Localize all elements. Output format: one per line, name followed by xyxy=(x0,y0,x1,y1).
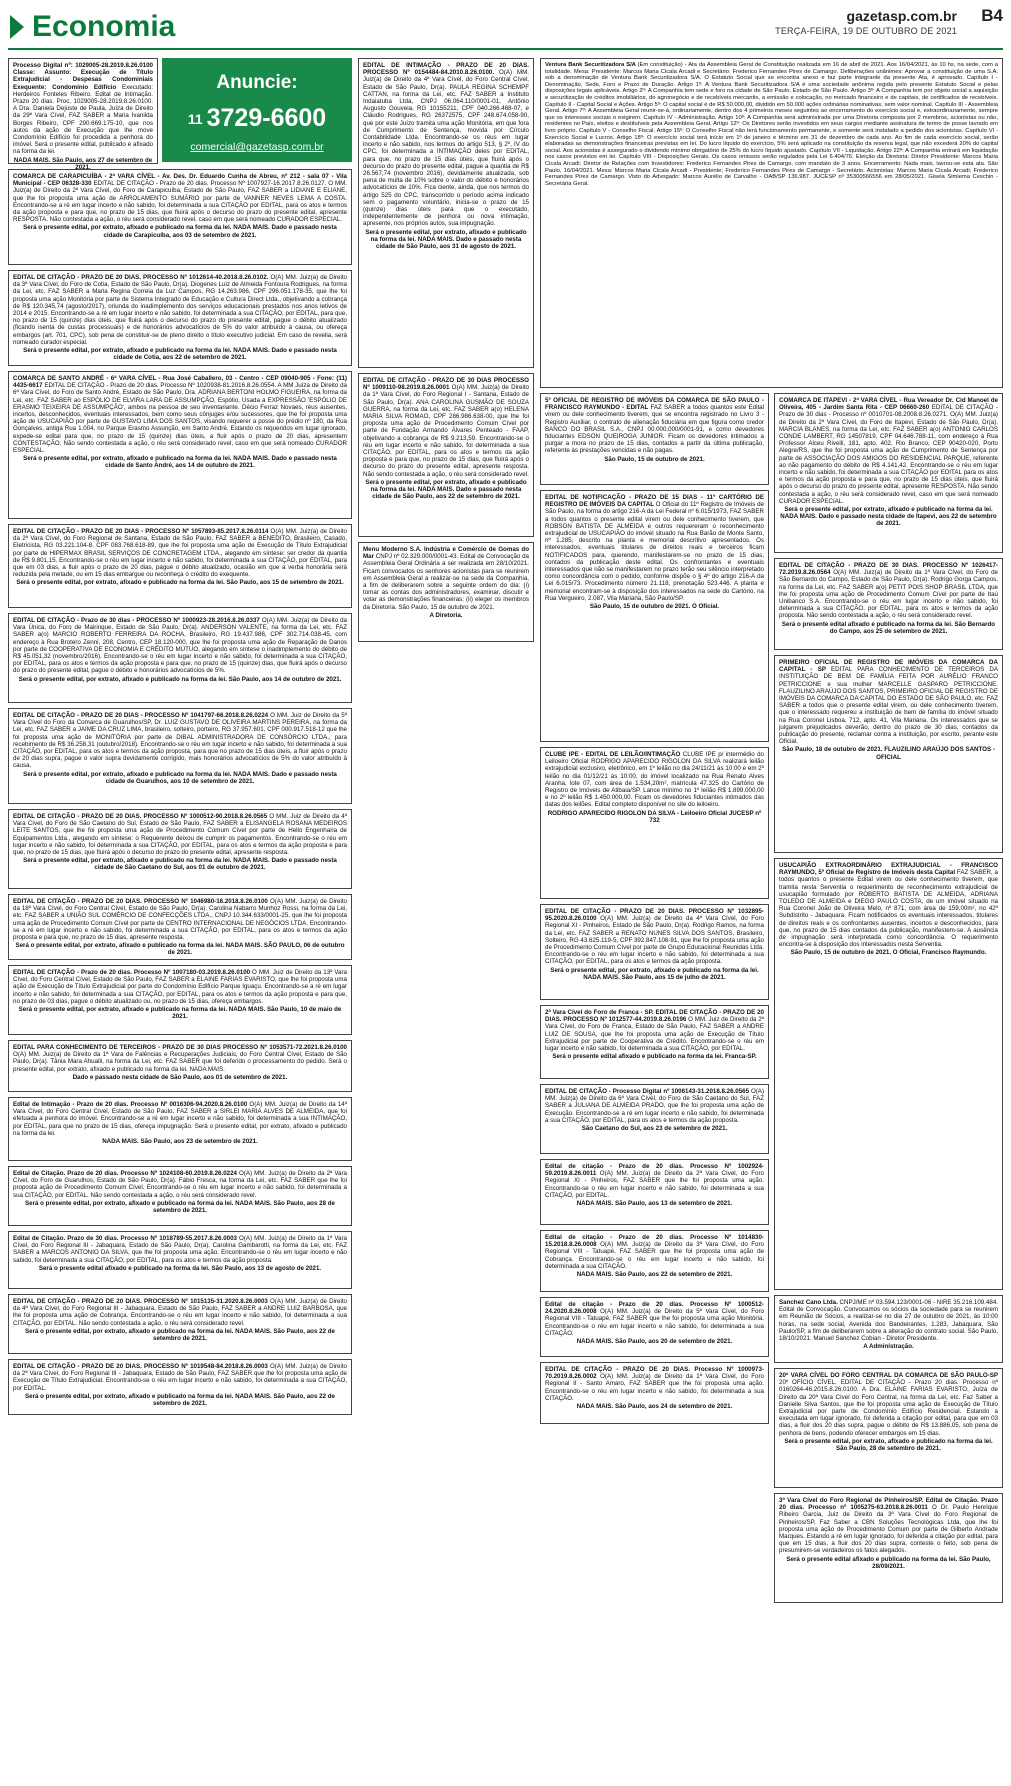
notice-body: O(A) MM. Juiz(a) de Direito da 2ª Vara Cível, do Foro de Guarulhos, Estado de São Paulo, Dr(a). Fábio Fresca, na forma da Lei, etc. FAZ SABER que lhe foi proposta ação de Procedimento Comum Cível. Encontrando-se o réu em lugar incerto e não sabido, foi determinada a sua CITAÇÃO, por EDITAL. Não sendo contestada a ação, o réu será considerado revel. xyxy=(13,1170,347,1199)
legal-notice xyxy=(540,393,769,485)
legal-notice xyxy=(8,371,352,519)
notice-title: EDITAL DE CITAÇÃO - PRAZO DE 20 DIAS. PROCESSO Nº 1032895-95.2020.8.26.0100 xyxy=(545,908,764,923)
legal-notice xyxy=(8,1294,352,1354)
legal-notice xyxy=(774,393,1003,553)
notice-signature: São Paulo, 15 de outubro de 2021. xyxy=(604,455,705,463)
notice-title: EDITAL DE NOTIFICAÇÃO - PRAZO DE 15 DIAS - 11º CARTÓRIO DE REGISTRO DE IMÓVEIS DA CAPITAL xyxy=(545,494,764,509)
notice-signature: Será o presente edital afixado e publicado na forma da lei. São Paulo, 28/09/2021. xyxy=(786,1555,991,1570)
legal-notice xyxy=(8,169,352,265)
legal-notice xyxy=(8,1359,352,1415)
notice-body: EDITAL DE CITAÇÃO - Prazo de 30 dias - Processo nº 0010701-08.2008.8.26.0271. O(A) MM. Juiz(a) de Direito da 2ª Vara Cível, do Foro de Itapevi, Estado de São Paulo, Dr(a). MARCIA BLANES, na forma da Lei, etc. FAZ SABER a(o) ANTONIO CARLOS CONDE LAMBERT, RG 14507819, CPF 04.646.788-11, com endereço à Rua Professor Alceu Rivelli, 181, apto. 402, Rio Branco, CEP 90420-020, Porto Alegre/RS, que lhe foi proposta uma ação de Cumprimento de Sentença por parte de ASSOCIAÇÃO DOS AMIGOS DO RESIDENCIAL PARQUE, referente ao não pagamento do débito de R$ 4.141,42. Encontrando-se o réu em lugar incerto e não sabido, foi determinada a sua CITAÇÃO por EDITAL para os atos e termos da ação proposta e para que, no prazo de 15 dias úteis, que fluirá após o decurso do prazo do presente edital, apresente RESPOSTA. Não sendo contestada a ação, o réu será considerado revel, caso em que será nomeado CURADOR ESPECIAL. xyxy=(779,404,998,505)
notice-title: EDITAL PARA CONHECIMENTO DE TERCEIROS - PRAZO DE 30 DIAS PROCESSO Nº 1053571-72.2021.8.26.0100 xyxy=(13,1044,347,1051)
column-3-right-notices xyxy=(774,393,1003,1608)
notice-body: CNPJ nº 02.329.000/0001-43. Edital de Convocação da Assembleia Geral Ordinária a ser realizada em 28/10/2021. Ficam convocados os senhores acionistas para se reunirem em Assembleia Geral a realizar-se na sede da Companhia, a fim de deliberarem sobre a seguinte ordem do dia: (i) tomar as contas dos administradores, examinar, discutir e votar as demonstrações financeiras; (ii) eleger os membros da Diretoria. São Paulo, 15 de outubro de 2021. xyxy=(363,553,529,611)
notice-body: O(A) MM. Juiz(a) de Direito da 5ª Vara Cível, do Foro Regional VIII - Tatuapé, FAZ SABER que lhe foi proposta uma ação Monitória. Encontrando-se o réu em lugar incerto e não sabido, foi determinada a sua CITAÇÃO. xyxy=(545,1308,764,1337)
notice-body: O(A) MM. Juiz(a) de Direito da 4ª Vara Cível, do Foro Regional III - Jabaquara, Estado de São Paulo, FAZ SABER a ANDRE LUIZ BARBOSA, que lhe foi proposta uma ação de Cobrança. Encontrando-se o réu em lugar incerto e não sabido, foi determinada a sua CITAÇÃO, por EDITAL. Não sendo contestada a ação, o réu será considerado revel. xyxy=(13,1298,347,1327)
notice-signature: São Caetano do Sul, aos 23 de setembro de 2021. xyxy=(581,1125,728,1133)
legal-notice xyxy=(8,894,352,960)
notice-title: Processo Digital nº: 1029005-28.2019.8.26.0100 Classe: Assunto: Execução de Título Extrajudicial - Despesas Condominiais Exequente: Condomínio Edifício xyxy=(13,62,153,91)
legal-notice xyxy=(774,558,1003,650)
notice-signature: Será o presente edital, por extrato, afixado e publicado na forma da lei. NADA MAIS. Dado e passado nesta cidade de Santo André, aos 14 de outubro de 2021. xyxy=(23,455,337,470)
notice-body: O(A) MM. Juiz(a) de Direito da 3ª Vara Cível, do Foro Regional VIII - Tatuapé, FAZ SABER que lhe foi proposta uma ação de Cobrança. Encontrando-se o réu em lugar incerto e não sabido, foi determinada a sua CITAÇÃO. xyxy=(545,1241,764,1270)
notice-body: O Dr. Paulo Henrique Ribeiro Garcia, Juiz de Direito da 3ª Vara Cível do Foro Regional de Pinheiros/SP, Faz Saber a CBN Soluções Tecnológicas Ltda, que lhe foi proposta uma ação de Procedimento Comum por parte de Gilberto Andrade Marques. Estando a ré em lugar ignorado, foi deferida a citação por edital, para que em 15 dias, a fluir dos 20 dias supra, conteste o feito, sob pena de presumirem-se verdadeiros os fatos alegados. xyxy=(779,1504,998,1555)
notice-body: CLUBE IPE p/ intermédio do Leiloeiro Oficial RODRIGO APARECIDO RIGOLON DA SILVA realizará leilão extrajudicial exclusivo, eletrônico, em 1º leilão no dia 24/11/21 às 10:00 e em 2º leilão no dia 01/12/21 às 10:00, do imóvel localizado na Rua Renato Alves Aranha, lote 07, com área de 1.534,20m², matrícula 47.325 do Cartório de Registro de Imóveis de Atibaia/SP. Lance mínimo no 1º leilão R$ 1.899.000,00 e no 2º leilão R$ 1.450.000,00. Ficam os devedores fiduciantes intimados das datas dos leilões. Edital completo disponível no site do leiloeiro. xyxy=(545,751,764,809)
legal-notice xyxy=(358,542,534,642)
notice-title: EDITAL DE CITAÇÃO - PRAZO DE 20 DIAS. PROCESSO Nº 1015135-31.2020.8.26.0003 xyxy=(13,1298,270,1305)
notice-title: EDITAL DE CITAÇÃO - PRAZO DE 20 DIAS. Processo Nº 1000973-70.2019.8.26.0002 xyxy=(545,1366,764,1381)
legal-notice xyxy=(358,58,534,368)
legal-notice xyxy=(774,1368,1003,1488)
legal-notice xyxy=(8,1231,352,1289)
legal-notice xyxy=(774,858,1003,1290)
notice-signature: Será o presente edital, por extrato, afixado e publicado na forma da lei. NADA MAIS. Dado e passado nesta cidade de Carapicuíba, aos 03 de setembro de 2021. xyxy=(23,224,337,239)
legal-notice xyxy=(540,490,769,742)
legal-notice xyxy=(540,904,769,1000)
notice-signature: NADA MAIS. São Paulo, aos 27 de setembro de 2021. xyxy=(13,156,153,171)
column-3-split xyxy=(540,393,1003,1608)
legal-notice xyxy=(540,1297,769,1357)
notice-body: O(A) MM. Juiz(a) de Direito da 4ª Vara Cível, do Foro Central Cível, Estado de São Paulo, Dr(a). PAULA REGINA SCHEMPF CATTAN, na forma da Lei, etc. FAZ SABER a Instituto Indaiatuba Ltda, CNPJ 06.064.110/0001-01, Antônio Augusto Gouveia, RG 10155211, CPF 040.266.468-07, e Cláudio Rodrigues, RG 26372575, CPF 248.674.058-90, que por este Juízo tramita uma ação Monitória, em que fora de Cumprimento de Sentença, movida por Círculo Contabilidade Ltda. Encontrando-se os réus em lugar incerto e não sabido, nos termos do artigo 513, § 2º, IV do CPC, foi determinada a INTIMAÇÃO deles por EDITAL, para que, no prazo de 15 dias úteis, que fluirá após o decurso do prazo do presente edital, pague a quantia de R$ 26.567,74 (novembro 2016), devidamente atualizada, sob pena de multa de 10% sobre o valor do débito e honorários advocatícios de 10%. Fica ciente, ainda, que nos termos do artigo 525 do CPC, transcorrido o período acima indicado sem o pagamento voluntário, inicia-se o prazo de 15 (quinze) dias úteis para que o executado, independentemente de penhora ou nova intimação, apresente, nos próprios autos, sua impugnação. xyxy=(363,69,529,228)
notice-signature: Será o presente edital, por extrato, afixado e publicado na forma da lei. NADA MAIS. Dado e passado nesta cidade de São Caetano do Sul, aos 01 de outubro de 2021. xyxy=(23,857,337,872)
notice-signature: Será o presente edital, por extrato, afixado e publicado na forma da lei. NADA MAIS. São Paulo, aos 28 de setembro de 2021. xyxy=(25,1199,335,1215)
legal-notice xyxy=(8,965,352,1035)
notice-title: EDITAL DE CITAÇÃO - PRAZO DE 30 DIAS PROCESSO Nº 1009110-98.2019.8.26.0001 xyxy=(363,377,529,392)
notice-title: Edital de Citação. Prazo de 20 dias. Processo Nº 1024108-60.2019.8.26.0224 xyxy=(13,1170,240,1177)
notice-body: EDITAL DE CITAÇÃO - Prazo de 20 dias. Processo Nº 1007927-16.2017.8.26.0127. O MM. Juiz(a) de Direito da 2ª Vara Cível, do Foro de Carapicuíba, Estado de São Paulo, FAZ SABER a LIDIANE E ELIANE, que lhe foi proposta uma ação de ARROLAMENTO SUMÁRIO por parte de VANNER NEVES LEMA A COSTA. Encontrando-se a ré em lugar incerto e não sabido, foi determinada a sua CITAÇÃO por EDITAL, para os atos e termos da ação proposta e para que, no prazo de 15 dias, que fluirá após o decurso do prazo do presente edital, apresente RESPOSTA. Não contestada a ação, o réu será considerado revel, caso em que será nomeado CURADOR ESPECIAL. xyxy=(13,180,347,224)
notice-signature: Será o presente edital, por extrato, afixado e publicado na forma da lei. NADA MAIS. São Paulo, aos 22 de setembro de 2021. xyxy=(25,1327,335,1343)
notice-body: O MM. Juiz de Direito da 13ª Vara Cível, do Foro Central Cível, Estado de São Paulo, FAZ SABER a ELAINE FARIAS EVARISTO, que lhe foi proposta uma ação de Execução de Título Extrajudicial por parte do Condomínio Edifício Parque Iguaçu. Encontrando-se a ré em lugar incerto e não sabido, foi determinada a sua CITAÇÃO, por EDITAL, para os atos e termos da ação proposta e para que, no prazo de 03 dias, pague o débito atualizado ou, no prazo de 15 dias, ofereça embargos. xyxy=(13,969,347,1005)
legal-notice xyxy=(540,747,769,899)
legal-notice xyxy=(540,1084,769,1154)
notice-signature: NADA MAIS. São Paulo, aos 24 de setembro de 2021. xyxy=(576,1403,733,1411)
notice-title: Menu Moderno S.A. Indústria e Comércio de Gomas do Mar xyxy=(363,546,529,561)
notice-title: 3ª Vara Cível do Foro Regional de Pinheiros/SP. Edital de Citação. Prazo 20 dias. Processo nº 1005275-63.2018.8.26.0011 xyxy=(779,1497,998,1512)
notice-body: O Oficial do 11º Registro de Imóveis de São Paulo, na forma do artigo 216-A da Lei Federal nº 6.015/1973, FAZ SABER a todos quantos o presente edital virem ou dele conhecimento tiverem, que ROBSON BATISTA DE ALMEIDA e outros requereram o reconhecimento extrajudicial de USUCAPIÃO do imóvel situado na Rua Barão de Monte Santo, nº 1.285, descrito na planta e memorial descritivo apresentados. Os interessados, eventuais titulares de direitos reais e terceiros ficam NOTIFICADOS para, querendo, manifestarem-se no prazo de 15 dias, contados da publicação deste edital. Os confrontantes e eventuais interessados que não se manifestarem no prazo terão seu silêncio interpretado como concordância com o pedido, conforme dispõe o § 4º do artigo 216-A da Lei 6.015/73. Procedimento número 21.118, prenotação 523.446. A planta e memorial encontram-se à disposição dos interessados na sede do Cartório, na Rua Vergueiro, 2.087, Vila Mariana, São Paulo/SP. xyxy=(545,501,764,602)
ad-phone-ddd: 11 xyxy=(187,111,203,128)
notice-title: Edital de Citação. Prazo de 30 dias. Processo Nº 1018789-55.2017.8.26.0003 xyxy=(13,1235,240,1242)
notice-body: O(A) MM. Juiz(a) de Direito da 2ª Vara Cível, do Foro Regional de Santana, Estado de São Paulo, FAZ SABER a BENEDITO, Brasileiro, Casado, Eletricista, RG 03.221.104-8, CPF 083.768.618-89, que lhe foi proposta uma ação de Execução de Título Extrajudicial por parte de HIPERMAX BRASIL SERVIÇOS DE CONCRETAGEM LTDA., alegando em síntese: ser credor da quantia de R$ 9.801,15. Encontrando-se o réu em lugar incerto e não sabido, foi determinada a sua CITAÇÃO, por EDITAL, para que em 03 dias, a fluir após o prazo de 20 dias, pague o débito atualizado, ocasião em que a verba honorária será reduzida pela metade, ou em 15 dias embargue ou reconheça o crédito do exequente. xyxy=(13,528,347,579)
legal-notice xyxy=(774,1493,1003,1603)
notice-signature: Será o presente edital afixado e publicado na forma da lei. Franca-SP. xyxy=(552,1053,757,1061)
site-block xyxy=(775,8,957,36)
notice-title: 5º OFICIAL DE REGISTRO DE IMÓVEIS DA COMARCA DE SÃO PAULO - FRANCISCO RAYMUNDO - EDITAL xyxy=(545,397,764,412)
ad-row xyxy=(8,58,352,171)
ad-email-link[interactable]: comercial@gazetasp.com.br xyxy=(190,141,324,153)
notice-title: EDITAL DE CITAÇÃO - PRAZO DE 20 DIAS - PROCESSO Nº 1041797-66.2018.8.26.0224 xyxy=(13,712,271,719)
site-url[interactable]: gazetasp.com.br xyxy=(846,8,957,24)
column-3 xyxy=(540,58,1003,1780)
advertise-banner[interactable] xyxy=(162,58,352,162)
notice-title: 2ª Vara Cível do Foro de Franca - SP. EDITAL DE CITAÇÃO - PRAZO DE 20 DIAS. PROCESSO Nº 1012577-44.2019.8.26.0196 xyxy=(545,1009,764,1024)
notice-signature: São Paulo, 18 de outubro de 2021. FLAUZILINO ARAÚJO DOS SANTOS - OFICIAL xyxy=(782,746,995,761)
notice-title: EDITAL DE CITAÇÃO - Prazo de 20 dias. Processo Nº 1007180-03.2019.8.26.0100 xyxy=(13,969,253,976)
ad-title: Anuncie: xyxy=(216,72,298,93)
notice-signature: Será o presente edital, por extrato, afixado e publicado na forma da lei. NADA MAIS. Dado e passado nesta cidade de Guarulhos, aos 10 de setembro de 2021. xyxy=(23,770,337,785)
notice-body: O(A) MM. Juiz(a) de Direito da 14ª Vara Cível, do Foro Central Cível, Estado de São Paulo, FAZ SABER a SIRLEI MARIA ALVES DE ALMEIDA, que foi efetuada a penhora do imóvel. Encontrando-se a ré em lugar incerto e não sabido, foi determinada a sua INTIMAÇÃO, por EDITAL, para que no prazo de 15 dias, ofereça impugnação. Será o presente edital, por extrato, afixado e publicado na forma da lei. xyxy=(13,1101,347,1137)
legal-notice xyxy=(540,1362,769,1424)
notice-title: EDITAL DE CITAÇÃO - PRAZO DE 20 DIAS. PROCESSO Nº 1000512-90.2018.8.26.0565 xyxy=(13,813,270,820)
notice-body: O(A) MM. Juiz(a) de Direito da 1ª Vara Cível, do Foro Regional III - Jabaquara, Estado de São Paulo, Dr(a). Carolina Gambarotti, na forma da Lei, etc. FAZ SABER a MARCOS ANTONIO DA SILVA, que lhe foi proposta uma ação. Encontrando-se o réu em lugar incerto e não sabido, foi determinada a sua CITAÇÃO, por EDITAL, para os atos e termos da ação proposta. xyxy=(13,1235,347,1264)
page-number: B4 xyxy=(981,6,1003,25)
chevron-right-icon xyxy=(10,15,24,39)
notice-signature: Será o presente edital afixado e publicado na forma da lei. São Bernardo do Campo, aos 25 de setembro de 2021. xyxy=(781,620,996,635)
notice-signature: Será o presente edital, por extrato, afixado e publicado na forma da lei. São Paulo, aos 15 de setembro de 2021. xyxy=(16,579,344,587)
notice-signature: RODRIGO APARECIDO RIGOLON DA SILVA - Leiloeiro Oficial JUCESP nº 732 xyxy=(547,809,762,824)
notice-body: EDITAL PARA CONHECIMENTO DE TERCEIROS DA INSTITUIÇÃO DE BEM DE FAMÍLIA FEITA POR AURÉLIO FRANCO PETRICCIONE e sua mulher MARCELLE GASPARO PETRICCIONE. FLAUZILINO ARAÚJO DOS SANTOS, PRIMEIRO OFICIAL DE REGISTRO DE IMÓVEIS DA COMARCA DA CAPITAL DO ESTADO DE SÃO PAULO, etc. FAZ SABER a todos que o presente edital virem, ou dele conhecimento tiverem, que o interessado requereu a instituição de bem de família do imóvel situado na Rua Coronel Lisboa, 712, apto. 41, Vila Mariana. Os interessados que se julgarem prejudicados deverão, dentro do prazo de 30 dias, contados da publicação do presente, reclamar contra a instituição, por escrito, perante este Oficial. xyxy=(779,666,998,746)
notice-signature: Será o presente edital, por extrato, afixado e publicado na forma da lei. São Paulo, aos 14 de outubro de 2021. xyxy=(18,675,342,683)
notice-body: CNPJ/ME nº 03.594.123/0001-06 - NIRE 35.216.109.484. Edital de Convocação. Convocamos os sócios da sociedade para se reunirem em Reunião de Sócios, a realizar-se no dia 27 de outubro de 2021, às 10:00 horas, na sede social, Avenida dos Bandeirantes, 1.283, Jabaquara, São Paulo/SP, a fim de deliberarem sobre a alteração do contrato social. São Paulo, 18/10/2021. Manuel Sanchez Cobian - Diretor Presidente. xyxy=(779,1299,999,1343)
notice-title: 20ª VARA CÍVEL DO FORO CENTRAL DA COMARCA DE SÃO PAULO-SP xyxy=(779,1372,998,1379)
notice-title: EDITAL DE INTIMAÇÃO - PRAZO DE 20 DIAS. PROCESSO Nº 0154484-84.2010.8.26.0100. xyxy=(363,62,529,77)
notice-signature: NADA MAIS. São Paulo, aos 22 de setembro de 2021. xyxy=(576,1271,733,1279)
notice-body: O(A) MM. Juiz(a) de Direito da 1ª Vara Cível, do Foro de São Bernardo do Campo, Estado de São Paulo, Dr(a). Rodrigo Gorga Campos, na forma da Lei, etc. FAZ SABER a(o) PETIT POIS SHOP BRASIL LTDA, que lhe foi proposta uma ação de Procedimento Comum Cível por parte de Itaú Unibanco S.A. Encontrando-se o réu em lugar incerto e não sabido, foi determinada a sua CITAÇÃO, por EDITAL, para os atos e termos da ação proposta. Não sendo contestada a ação, o réu será considerado revel. xyxy=(779,569,998,620)
notice-body: O(A) MM. Juiz(a) de Direito da 1ª Vara de Falências e Recuperações Judiciais, do Foro Central Cível, Estado de São Paulo, Dr(a). Tânia Mara Ahualli, na forma da Lei, etc. FAZ SABER que foi deferido o processamento do pedido. Será o presente edital, por extrato, afixado e publicado na forma da lei. NADA MAIS. xyxy=(13,1051,347,1073)
column-2 xyxy=(358,58,534,1780)
notice-body: O MM. Juiz de Direito da 5ª Vara Cível do Foro da Comarca de Guarulhos/SP, Dr. LUIZ GUSTAVO DE OLIVEIRA MARTINS PEREIRA, na forma da Lei, etc. FAZ SABER a JAIME DA CRUZ LIMA, brasileiro, solteiro, porteiro, RG 37.957.601, CPF 000.917.518-12 que lhe foi proposta uma ação de MONITÓRIA por parte de DIBAL ADMINISTRADORA DE CONSÓRCIO LTDA., para recebimento de R$ 36.258,31 (outubro/2018). Encontrando-se o réu em lugar incerto e não sabido, foi determinada a sua CITAÇÃO, por EDITAL, para os atos e termos da ação proposta, para que no prazo de 15 dias úteis, a fluir após o prazo de 20 dias supra, pague o valor supra devidamente corrigido, mais honorários advocatícios de 5% do valor atribuído à causa. xyxy=(13,712,347,770)
legal-notice xyxy=(540,1230,769,1292)
section-title-label: Economia xyxy=(32,10,176,43)
notice-title: EDITAL DE CITAÇÃO - PRAZO DE 20 DIAS. PROCESSO Nº 1012614-40.2018.8.26.0102. xyxy=(13,274,271,281)
notice-title: Edital de citação - Prazo de 20 dias. Processo Nº 1000512-24.2020.8.26.0008 xyxy=(545,1301,764,1316)
legal-notice xyxy=(8,1166,352,1226)
section-title xyxy=(10,10,175,44)
notice-signature: Será o presente edital, por extrato, afixado e publicado na forma da lei. NADA MAIS. Dado e passado nesta cidade de São Paulo, aos 31 de agosto de 2021. xyxy=(365,228,527,251)
column-1-notices xyxy=(8,169,352,1415)
legal-notice xyxy=(8,524,352,608)
notice-body: FAZ SABER, a todos quantos o presente Edital virem ou dele conhecimento tiverem, que tramita nesta Serventia o requerimento de reconhecimento extrajudicial de usucapião formulado por ROBERTO BATISTA DE ALMEIDA, ADRIANA TOLEDO DE ALMEIDA e DIEGO PAULO COSTA, de um imóvel situado na Rua Coronel João de Oliveira Melo, nº 871, com área de 159,00m², no 42º Subdistrito - Jabaquara. Ficam notificados os eventuais interessados, titulares de direitos reais e os confrontantes ausentes, incertos e desconhecidos, para que, no prazo de 15 dias contados da publicação, manifestem-se. A ausência de impugnação será interpretada como concordância. O requerimento encontra-se à disposição dos interessados nesta Serventia. xyxy=(779,869,998,949)
notice-body: O(A) MM. Juiz(a) de Direito da 3ª Vara Cível, do Foro de Cotia, Estado de São Paulo, Dr(a). Diogenes Luiz de Almeida Fontoura Rodrigues, na forma da Lei, etc. FAZ SABER a Maria Regina Correia da Luz Campos, RG 14.263.986, CPF 296.051.178-35, que lhe foi proposta uma ação Monitória por parte de Sistema Integrado de Educação e Cultura Direct Ltda., objetivando a cobrança de R$ 120.345,74 (agosto/2017), oriunda do inadimplemento dos serviços educacionais prestados nos anos letivos de 2014 e 2015. Encontrando-se a ré em lugar incerto e não sabido, foi determinada a sua CITAÇÃO, por EDITAL, para que, no prazo de 15 (quinze) dias úteis, que fluirá após o decurso do prazo do presente edital, pague o débito atualizado (ficando isenta de custas processuais) e de honorários advocatícios de 5% do valor atribuído à causa, ou ofereça embargos (art. 701, CPC), sob pena de constituir-se de pleno direito o título executivo judicial. Em caso de revelia, será nomeado curador especial. xyxy=(13,274,347,346)
legal-notice xyxy=(8,1040,352,1092)
masthead xyxy=(8,6,1003,54)
notice-title: Edital de citação - Prazo de 20 dias. Processo Nº 1014830-15.2018.8.26.0008 xyxy=(545,1234,764,1249)
notice-signature: NADA MAIS. São Paulo, aos 23 de setembro de 2021. xyxy=(102,1138,258,1146)
notice-title: EDITAL DE CITAÇÃO - PRAZO DE 30 DIAS. PROCESSO Nº 1026417-72.2019.8.26.0564 xyxy=(779,562,998,577)
notice-title: EDITAL DE CITAÇÃO - PRAZO DE 20 DIAS - PROCESSO Nº 1057893-85.2017.8.26.0114 xyxy=(13,528,271,535)
notice-signature: São Paulo, 15 de outubro de 2021. O Oficial, Francisco Raymundo. xyxy=(790,949,987,957)
notice-body: O(A) MM. Juiz(a) de Direito da 2ª Vara Cível, do Foro Regional XI - Pinheiros, FAZ SABER que lhe foi proposta uma ação. Encontrando-se o réu em lugar incerto e não sabido, foi determinada a sua CITAÇÃO, por EDITAL. xyxy=(545,1170,764,1199)
notice-title: COMARCA DE SANTO ANDRÉ - 6ª VARA CÍVEL - Rua José Caballero, 03 - Centro - CEP 09040-905 - Fone: (11) 4435-6617 xyxy=(13,375,347,390)
notice-title: CLUBE IPE - EDITAL DE LEILÃO/INTIMAÇÃO xyxy=(545,751,683,758)
notice-signature: São Paulo, 15 de outubro de 2021. O Oficial. xyxy=(589,603,720,611)
notice-body: O MM. Juiz de Direito da 2ª Vara Cível, do Foro de Franca, Estado de São Paulo, FAZ SABER a ANDRE LUIZ DE SOUSA, que lhe foi proposta uma ação de Execução de Título Extrajudicial por parte de Cooperativa de Crédito. Encontrando-se o réu em lugar incerto e não sabido, foi determinada a sua CITAÇÃO, por EDITAL. xyxy=(545,1016,764,1053)
notice-title: COMARCA DE CARAPICUÍBA - 2ª VARA CÍVEL - Av. Des. Dr. Eduardo Cunha de Abreu, nº 212 - sala 07 - Vila Municipal - CEP 06328-330 xyxy=(13,173,347,188)
notice-title: Edital de citação - Prazo de 20 dias. Processo Nº 1002924-59.2019.8.26.0011 xyxy=(545,1163,764,1178)
notice-title: Ventura Bank Securitizadora S/A xyxy=(545,62,638,68)
corporate-minutes xyxy=(540,58,1003,388)
notice-body: O(A) MM. Juiz(a) de Direito da 18ª Vara Cível, do Foro Central Cível, Estado de São Paulo, Dr(a). Carolina Nabarro Munhoz Rossi, na forma da Lei, etc. FAZ SABER a UNIÃO SUL COMÉRCIO DE CONFECÇÕES LTDA., CNPJ 10.344.633/0001-25, que lhe foi proposta uma ação de Procedimento Comum Cível por parte de CENTRO INTERNACIONAL DE NEGÓCIOS LTDA. Encontrando-se a ré em lugar incerto e não sabido, foi determinada a sua CITAÇÃO, por EDITAL, para os atos e termos da ação proposta e para que, no prazo de 15 dias, apresente resposta. xyxy=(13,898,347,942)
notice-title: Sanchez Cano Ltda. xyxy=(779,1299,840,1306)
notice-signature: Será o presente edital, por extrato, afixado e publicado na forma da lei. NADA MAIS. Dado e passado nesta cidade de São Paulo, aos 22 de setembro de 2021. xyxy=(365,478,527,501)
notice-body: O(A) MM. Juiz(a) de Direito da Vara Única, do Foro de Mairinque, Estado de São Paulo, Dr(a). ANDERSON VALENTE, na forma da Lei, etc. FAZ SABER a(o) MARCIO ROBERTO FERREIRA DA ROCHA, Brasileiro, RG 19.437.986, CPF 302.714.038-45, com endereço à Rua Brotero Zenni, 208, Centro, CEP 18.120-000, que lhe foi proposta uma ação de Reparação de Danos por parte de COOPERATIVA DE ECONOMIA E CRÉDITO MÚTUO, alegando em síntese o inadimplemento do débito de R$ 45.051,32 (novembro/2016). Encontrando-se o réu em lugar incerto e não sabido, foi determinada a sua CITAÇÃO, por EDITAL, para os atos e termos da ação proposta e para que, no prazo de 15 (quinze) dias, que fluirá após o decurso do prazo do presente edital, pague o débito e honorários advocatícios de 5%. xyxy=(13,617,347,675)
notice-body: O(A) MM. Juiz(a) de Direito da 1ª Vara Cível, do Foro Regional I - Santana, Estado de São Paulo, Dr(a). ANA CAROLINA GUSMÃO DE SOUZA GUERRA, na forma da Lei, etc. FAZ SABER a(o) HELENA MARIA SILVA ROMAO, CPF 286.986.638-00, que lhe foi proposta uma ação de Procedimento Comum Cível por parte de Fundação Armando Álvares Penteado - FAAP, objetivando a cobrança de R$ 9.213,59. Encontrando-se o réu em lugar incerto e não sabido, foi determinada a sua CITAÇÃO, por EDITAL, para os atos e termos da ação proposta e para que, no prazo de 15 dias, que fluirá após o decurso do prazo do presente edital, apresente resposta. Não sendo contestada a ação, o réu será considerado revel. xyxy=(363,384,529,478)
notice-signature: NADA MAIS. São Paulo, aos 13 de setembro de 2021. xyxy=(576,1200,733,1208)
column-1 xyxy=(8,58,352,1780)
legal-notice xyxy=(540,1005,769,1079)
notice-title: EDITAL DE CITAÇÃO - Processo Digital nº 1006143-31.2018.8.26.0565 xyxy=(545,1088,751,1095)
notice-title: EDITAL DE CITAÇÃO - PRAZO DE 20 DIAS. PROCESSO Nº 1046980-16.2018.8.26.0100 xyxy=(13,898,270,905)
notice-body: EDITAL DE CITAÇÃO - Prazo de 20 dias. Processo Nº 1020938-81.2016.8.26.0554. A MM Juíza de Direito da 6ª Vara Cível, do Foro de Santo André, Estado de São Paulo, Dra. ADRIANA BERTONI HOLMO FIGUEIRA, na forma da Lei, etc. FAZ SABER ao ESPÓLIO DE ELVIRA LARA DE ASSUMPÇÃO, Espólio, Usada a EXPRESSÃO 'ESPÓLIO DE ERASMO TEIXEIRA DE ASSUMPÇÃO', ambos na pessoa de seu inventariante. Décio Ferraz Novaes, réus ausentes, incertos, desconhecidos, eventuais interessados, bem como seus cônjuges e/ou sucessores, que lhe foi proposta uma ação de USUCAPIÃO por parte de GUSTAVO LIMA DOS SANTOS, visando requerer a posse do prédio nº 180, da Rua Gonçalves, antiga Rua 1.004, no Parque Erasmo Assunção, em Santo André. Estando os requeridos em lugar ignorado, expede-se edital para que, no prazo de 15 (quinze) dias úteis, a fluir após o prazo de 20 dias, apresentem CONTESTAÇÃO. Não sendo contestada a ação, o réu será considerado revel, caso em que será nomeado CURADOR ESPECIAL. xyxy=(13,382,347,455)
legal-notice xyxy=(774,1295,1003,1363)
notice-title: Edital de Intimação - Prazo de 20 dias. Processo Nº 0016306-94.2020.8.26.0100 xyxy=(13,1101,250,1108)
notice-body: 20º OFÍCIO CÍVEL. EDITAL DE CITAÇÃO - Prazo 20 dias. Processo nº 0160264-46.2015.8.26.0100. A Dra. ELAINE FARIAS EVARISTO, Juíza de Direito da 20ª Vara Cível do Foro Central, na forma da Lei, etc. Faz Saber a Danielle Silva Santos, que lhe foi proposta uma ação de Execução de Título Extrajudicial por parte de Condomínio Edifício Residencial. Estando a executada em lugar ignorado, foi deferida a citação por edital, para que em 03 dias, a fluir dos 20 dias supra, pague o débito de R$ 13.886,05, sob pena de penhora de bens, podendo oferecer embargos em 15 dias. xyxy=(779,1379,998,1437)
column-3-left-notices xyxy=(540,393,769,1608)
notice-title: PRIMEIRO OFICIAL DE REGISTRO DE IMÓVEIS DA COMARCA DA CAPITAL - SP xyxy=(779,659,998,674)
legal-notice xyxy=(8,613,352,703)
legal-notice xyxy=(8,1097,352,1161)
notice-signature: Será o presente edital, por extrato, afixado e publicado na forma da lei. NADA MAIS. São Paulo, 10 de maio de 2021. xyxy=(18,1006,342,1021)
ad-phone[interactable] xyxy=(168,104,346,133)
notice-signature: NADA MAIS. São Paulo, aos 20 de setembro de 2021. xyxy=(576,1338,733,1346)
notice-body: FAZ SABER a todos quantos este Edital virem ou dele conhecimento tiverem, que se encontra registrado no Livro 3 - Registro Auxiliar, o contrato de alienação fiduciária em que figura como credor BANCO DO BRASIL S.A., CNPJ 00.000.000/0001-91, e como devedores fiduciantes EDSON QUEIROGA JUNIOR. Ficam os devedores intimados a purgar a mora no prazo de 15 dias, contados a partir da última publicação, referente às prestações vencidas e não pagas. xyxy=(545,404,764,455)
header-divider xyxy=(8,48,1003,50)
notice-signature: Será o presente edital, por extrato, afixado e publicado na forma da lei. NADA MAIS. SÃO PAULO, 06 de outubro de 2021. xyxy=(15,942,345,957)
legal-notice xyxy=(8,58,158,171)
notice-body: O(A) MM. Juiz(a) de Direito da 2ª Vara Cível, do Foro Regional III - Jabaquara, Estado de São Paulo, FAZ SABER que lhe foi proposta uma ação de Execução de Título Extrajudicial. Encontrando-se o réu em lugar incerto e não sabido, foi determinada a sua CITAÇÃO, por EDITAL. xyxy=(13,1363,347,1392)
legal-notice xyxy=(8,270,352,366)
notice-signature: A Administração. xyxy=(863,1343,914,1351)
notice-title: EDITAL DE CITAÇÃO - Prazo de 30 dias - PROCESSO Nº 1000923-28.2016.8.26.0337 xyxy=(13,617,262,624)
notice-signature: Será o presente edital, por extrato, afixado e publicado na forma da lei. NADA MAIS. São Paulo, aos 22 de setembro de 2021. xyxy=(25,1392,335,1408)
notice-signature: A Diretoria. xyxy=(429,611,463,619)
notice-signature: Será o presente edital afixado e publicado na forma da lei. São Paulo, aos 13 de agosto de 2021. xyxy=(38,1264,322,1272)
notice-body: O MM. Juiz de Direito da 4ª Vara Cível, do Foro de São Caetano do Sul, Estado de São Paulo, FAZ SABER a ELISANGELA ROSANA MEDEIROS LEITE SANTOS, que lhe foi proposta uma ação de Procedimento Comum Cível por parte de Hello Engenharia de Equipamentos Ltda., alegando em síntese: o Requerente deixou de cumprir os pagamentos. Encontrando-se o réu em lugar incerto e não sabido, foi determinada a sua CITAÇÃO, por EDITAL, para os atos e termos da ação proposta e para que, no prazo de 15 dias, que fluirá após o decurso do prazo do presente edital, apresente resposta. xyxy=(13,813,347,857)
legal-notice xyxy=(8,708,352,804)
legal-notice xyxy=(8,809,352,889)
notice-body: O(A) MM. Juiz(a) de Direito da 1ª Vara Cível, do Foro Regional II - Santo Amaro, FAZ SABER que lhe foi proposta uma ação. Encontrando-se o réu em lugar incerto e não sabido, foi determinada a sua CITAÇÃO. xyxy=(545,1373,764,1402)
notice-signature: Será o presente edital, por extrato, afixado e publicado na forma da lei. NADA MAIS. Dado e passado nesta cidade de Cotia, aos 22 de setembro de 2021. xyxy=(23,347,337,362)
edition-date: TERÇA-FEIRA, 19 DE OUTUBRO DE 2021 xyxy=(775,26,957,36)
legal-notice xyxy=(358,373,534,537)
notice-body: (Em constituição) - Ata da Assembleia Geral de Constituição realizada em 16 de abril de 2021. Aos 16/04/2021, às 10 hs, na sede, com a totalidade. Mesa: Presidente: Marcos Maria Cicala Arcadi e Secretário: Frederico Fernandes Pires de Camargo. Deliberações unânimes: Aprovar a constituição de uma S.A. sob a denominação de Ventura Bank Securitizadora S/A. O Estatuto Social que se encontra anexo e faz parte integrante da presente Ata, é aprovado. Capítulo I - Denominação, Sede, Foro e Prazo de Duração. Artigo 1º: A Ventura Bank Securitizadora S/A é uma sociedade anônima regida pelo presente Estatuto Social e pelas disposições legais aplicáveis. Artigo 2º: A Companhia tem sede e foro na cidade de São Paulo, Estado de São Paulo. Artigo 3º: A Companhia tem por objeto social a aquisição e securitização de créditos imobiliários, do agronegócio e de recebíveis mercantis, a emissão e colocação, no mercado financeiro e de capitais, de certificados de recebíveis. Capítulo II - Capital Social e Ações. Artigo 5º: O capital social é de R$ 50.000,00, dividido em 50.000 ações ordinárias nominativas, sem valor nominal. Capítulo III - Assembleia Geral. Artigo 7º: A Assembleia Geral reunir-se-á, ordinariamente, dentro dos 4 primeiros meses seguintes ao encerramento do exercício social e, extraordinariamente, sempre que os interesses sociais o exigirem. Capítulo IV - Administração. Artigo 10º: A Companhia será administrada por uma Diretoria composta por 2 membros, acionistas ou não, residentes no País, eleitos e destituíveis pela Assembleia Geral. Artigo 12º: Os Diretores serão investidos em seus cargos mediante assinatura de termo de posse lavrado em livro próprio. Capítulo V - Conselho Fiscal. Artigo 15º: O Conselho Fiscal não terá funcionamento permanente, e somente será instalado a pedido dos acionistas. Capítulo VI - Exercício Social e Lucros. Artigo 18º: O exercício social terá início em 1º de janeiro e término em 31 de dezembro de cada ano. Ao fim de cada exercício social, serão elaboradas as demonstrações financeiras previstas em lei. Do lucro líquido do exercício, 5% será aplicado na constituição da reserva legal, que não excederá 20% do capital social. Aos acionistas é assegurado o dividendo mínimo obrigatório de 25% do lucro líquido ajustado. Capítulo VII - Liquidação. Artigo 22º: A Companhia entrará em liquidação nos casos previstos em lei. Capítulo VIII - Disposições Gerais. Os casos omissos serão regulados pela Lei 6.404/76. Eleição da Diretoria: Diretor Presidente: Marcos Maria Cicala Arcadi; Diretor de Relações com Investidores: Frederico Fernandes Pires de Camargo, com mandato de 3 anos. Encerramento: Nada mais, lavrou-se esta ata. São Paulo, 16/04/2021. Mesa: Marcos Maria Cicala Arcadi - Presidente; Frederico Fernandes Pires de Camargo - Secretário. Acionistas: Marcos Maria Cicala Arcadi; Frederico Fernandes Pires de Camargo. Visto do Advogado: Marcos Aurélio de Carvalho - OAB/SP 136.987. JUCESP nº 35300566556 em 28/05/2021. Gisela Simiema Ceschin - Secretária Geral. xyxy=(545,62,998,187)
column-2-notices xyxy=(358,58,534,642)
notice-signature: Será o presente edital, por extrato, afixado e publicado na forma da lei. NADA MAIS. São Paulo, aos 15 de julho de 2021. xyxy=(550,966,759,981)
notice-signature: Dado e passado nesta cidade de São Paulo, aos 01 de setembro de 2021. xyxy=(72,1073,288,1081)
notice-body: O(A) MM. Juiz(a) de Direito da 6ª Vara Cível, do Foro de São Caetano do Sul, FAZ SABER a JULIANA DE ALMEIDA PRADO, que lhe foi proposta uma ação de Execução. Encontrando-se a ré em lugar incerto e não sabido, foi determinada a sua CITAÇÃO, por EDITAL, para os atos e termos da ação proposta. xyxy=(545,1088,764,1124)
notice-title: USUCAPIÃO EXTRAORDINÁRIO EXTRAJUDICIAL - FRANCISCO RAYMUNDO, 5º Oficial de Registro de Imóveis desta Capital xyxy=(779,862,998,877)
notice-title: EDITAL DE CITAÇÃO - PRAZO DE 20 DIAS. PROCESSO Nº 1019548-84.2018.8.26.0003 xyxy=(13,1363,270,1370)
legal-notice xyxy=(540,1159,769,1225)
notice-body: Executado: Herdeiros Fonteles Ribeiro. Edital de Intimação. Prazo 20 dias. Proc. 1029005-28.2019.8.26.0100. A Dra. Daniela Dejuste de Paula, Juíza de Direito da 29ª Vara Cível, FAZ SABER a Maria Ivanilda Borges Ribeiro, CPF 290.669.175-10, que nos autos da ação de Execução que lhe move Condomínio Edifício foi procedida a penhora do imóvel. Será o presente edital, publicado e afixado na forma da lei. xyxy=(13,83,153,156)
notice-signature: Será o presente edital, por extrato, afixado e publicado na forma da lei. São Paulo, 28 de setembro de 2021. xyxy=(784,1437,993,1453)
notice-title: COMARCA DE ITAPEVI - 2ª VARA CÍVEL - Rua Vereador Dr. Cid Manoel de Oliveira, 405 - Jardim Santa Rita - CEP 06660-260 xyxy=(779,397,998,412)
notice-signature: Será o presente edital, por extrato, afixado e publicado na forma da lei. NADA MAIS. Dado e passado nesta cidade de Itapevi, aos 22 de setembro de 2021. xyxy=(780,506,997,528)
notice-body: O(A) MM. Juiz(a) de Direito da 4ª Vara Cível, do Foro Regional XI - Pinheiros, Estado de São Paulo, Dr(a). Rodrigo Ramos, na forma da Lei, etc. FAZ SABER a RENATO NUNES SILVA DOS SANTOS, Brasileiro, Solteiro, RG 43.625.119-5, CPF 392.847.108-91, que lhe foi proposta uma ação de Procedimento Comum Cível por parte de Grupo Educacional Reunidas Ltda. Encontrando-se o réu em lugar incerto e não sabido, foi determinada a sua CITAÇÃO, por EDITAL, para os atos e termos da ação proposta. xyxy=(545,915,764,966)
legal-notice xyxy=(774,655,1003,853)
ad-phone-number: 3729-6600 xyxy=(206,104,327,132)
